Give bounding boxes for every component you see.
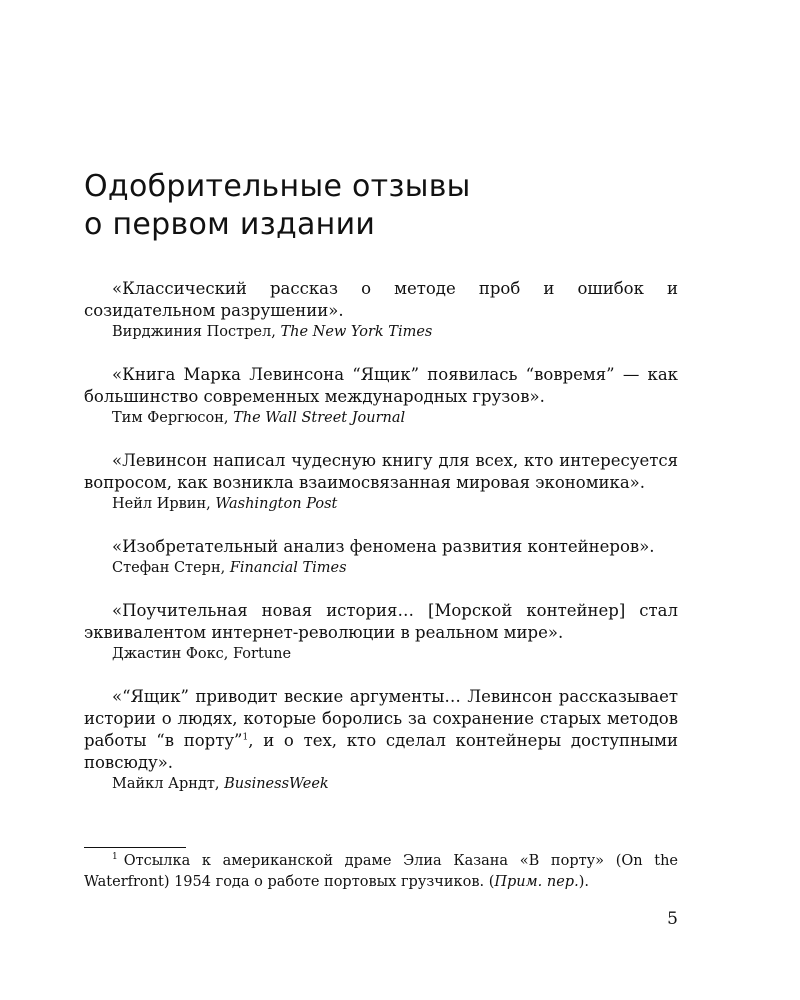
footnote-translator-note: Прим. пер. xyxy=(494,874,579,890)
review-author: Тим Фергюсон, xyxy=(112,410,229,426)
review-quote-part-2: , и о тех, кто сделал контейнеры доступными повсюду». xyxy=(84,731,678,772)
review-source xyxy=(84,322,678,343)
footnote-reference[interactable]: 1 xyxy=(242,732,249,743)
page-title-line-1: Одобрительные отзывы xyxy=(84,169,471,204)
review-publication: Washington Post xyxy=(215,496,338,512)
review-item xyxy=(84,536,678,579)
review-source xyxy=(84,644,678,665)
reviews-list xyxy=(84,278,678,816)
review-publication: BusinessWeek xyxy=(224,776,329,792)
footnote-text: Отсылка к американской драме Элиа Казана «В порту» (On the Waterfront) 1954 года о работе портовых грузчиков. ( xyxy=(84,853,678,890)
review-quote: «Классический рассказ о методе проб и ошибок и созидательном разрушении». xyxy=(84,279,678,320)
footnote-marker: 1 xyxy=(112,852,118,863)
page-number: 5 xyxy=(667,909,678,929)
review-publication: The New York Times xyxy=(280,324,433,340)
review-item xyxy=(84,278,678,343)
review-author: Вирджиния Пострел, xyxy=(112,324,276,340)
review-item xyxy=(84,686,678,795)
page-title xyxy=(84,168,684,244)
review-source xyxy=(84,408,678,429)
review-quote-part-1: «“Ящик” приводит веские аргументы… Левинсон рассказывает истории о людях, которые боролись за сохранение старых методов работы “в порту” xyxy=(84,687,678,750)
footnote-divider xyxy=(84,847,186,848)
review-quote: «Книга Марка Левинсона “Ящик” появилась “вовремя” — как большинство современных международных грузов». xyxy=(84,365,678,406)
review-publication: The Wall Street Journal xyxy=(233,410,406,426)
review-publication: Fortune xyxy=(233,646,292,662)
review-item xyxy=(84,364,678,429)
review-author: Нейл Ирвин, xyxy=(112,496,211,512)
footnote-end: ). xyxy=(578,874,589,890)
review-source xyxy=(84,558,678,579)
review-item xyxy=(84,600,678,665)
review-item xyxy=(84,450,678,515)
review-author: Майкл Арндт, xyxy=(112,776,220,792)
footnote xyxy=(84,851,678,893)
review-source xyxy=(84,494,678,515)
page-title-line-2: о первом издании xyxy=(84,207,376,242)
review-publication: Financial Times xyxy=(229,560,347,576)
review-author: Стефан Стерн, xyxy=(112,560,226,576)
review-author: Джастин Фокс, xyxy=(112,646,229,662)
review-quote xyxy=(84,686,678,774)
review-source xyxy=(84,774,678,795)
review-quote: «Левинсон написал чудесную книгу для всех, кто интересуется вопросом, как возникла взаимосвязанная мировая экономика». xyxy=(84,451,678,492)
review-quote: «Изобретательный анализ феномена развития контейнеров». xyxy=(112,537,655,556)
review-quote: «Поучительная новая история… [Морской контейнер] стал эквивалентом интернет-революции в реальном мире». xyxy=(84,601,678,642)
